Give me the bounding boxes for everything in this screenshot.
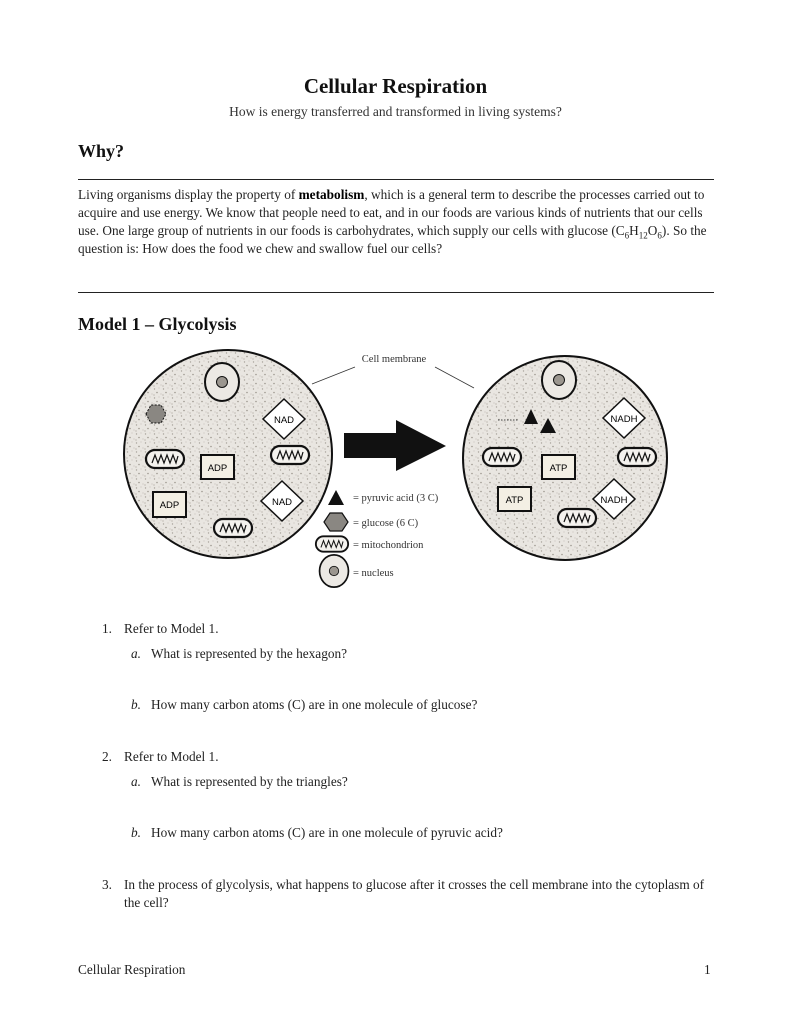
reaction-arrow-icon [344,420,446,471]
formula-o: O [647,223,658,238]
why-paragraph [78,186,718,258]
svg-text:NADH: NADH [610,414,638,425]
legend-nucleus-icon [320,555,349,587]
membrane-pointer-left [312,367,355,384]
page-subtitle: How is energy transferred and transformed in living systems? [229,104,562,119]
legend-pyruvic-label: = pyruvic acid (3 C) [353,493,439,504]
right-mitochondrion-icon [618,448,656,466]
svg-text:ADP: ADP [159,500,180,511]
right-nucleus-icon [542,361,576,399]
metabolism-term: metabolism [298,187,365,202]
legend-mitochondrion-label: = mitochondrion [353,540,424,551]
cell-membrane-label: Cell membrane [361,354,427,365]
why-top-rule [78,179,714,180]
subquestion-text: How many carbon atoms (C) are in one molecule of glucose? [151,697,478,712]
right-atp-2 [498,487,531,511]
left-mitochondrion-icon [271,446,309,464]
legend-mitochondrion-icon [316,536,348,551]
formula-c-subscript: 6 [624,230,630,241]
formula-h-subscript: 12 [638,230,648,241]
left-mitochondrion-icon [146,450,184,468]
membrane-pointer-right [435,367,474,388]
right-atp-1 [542,455,575,479]
model-heading: Model 1 – Glycolysis [78,314,237,334]
question-number: 1. [102,621,112,636]
left-mitochondrion-icon [214,519,252,537]
formula-h: H [629,223,639,238]
why-text-before: Living organisms display the property of [78,187,299,202]
legend-nucleus-label: = nucleus [353,568,394,579]
left-adp-1 [201,455,234,479]
question-number: 3. [102,877,112,892]
legend-hexagon-icon [324,513,348,531]
subquestion-letter: a. [131,774,141,789]
svg-text:NADH: NADH [600,495,628,506]
question-text: Refer to Model 1. [124,621,219,636]
svg-text:ADP: ADP [207,463,228,474]
subquestion-text: What is represented by the triangles? [151,774,348,789]
why-text-end: ). So the question is: How does the food we chew and swallow fuel our cells? [78,223,707,256]
left-nucleus-icon [205,363,239,401]
question-text: In the process of glycolysis, what happens to glucose after it crosses the cell membrane into the cytoplasm of the cell? [124,877,705,910]
question-number: 2. [102,749,112,764]
left-adp-2 [153,492,186,517]
svg-text:NAD: NAD [271,497,293,508]
svg-text:ATP: ATP [549,463,568,474]
svg-text:ATP: ATP [505,495,524,506]
why-bottom-rule [78,292,714,293]
why-text-after: , which is a general term to describe the processes carried out to acquire and use energy. We know that people need to eat, and in our foods are various kinds of nutrients that our cells use. One large group of nutrients in our foods is carbohydrates, which supply our cells with glucose (C [78,187,705,238]
svg-text:NAD: NAD [273,415,295,426]
why-heading: Why? [78,141,125,161]
subquestion-letter: a. [131,646,141,661]
formula-o-subscript: 6 [657,230,662,241]
subquestion-letter: b. [131,697,141,712]
legend-triangle-icon [328,490,344,505]
right-mitochondrion-icon [558,509,596,527]
question-text: Refer to Model 1. [124,749,219,764]
right-mitochondrion-icon [483,448,521,466]
legend-glucose-label: = glucose (6 C) [353,518,419,529]
subquestion-text: What is represented by the hexagon? [151,646,348,661]
subquestion-text: How many carbon atoms (C) are in one molecule of pyruvic acid? [151,825,503,840]
page-title: Cellular Respiration [303,74,488,98]
footer-title: Cellular Respiration [78,962,186,977]
page-number: 1 [704,962,711,977]
glycolysis-diagram [0,340,791,600]
subquestion-letter: b. [131,825,141,840]
